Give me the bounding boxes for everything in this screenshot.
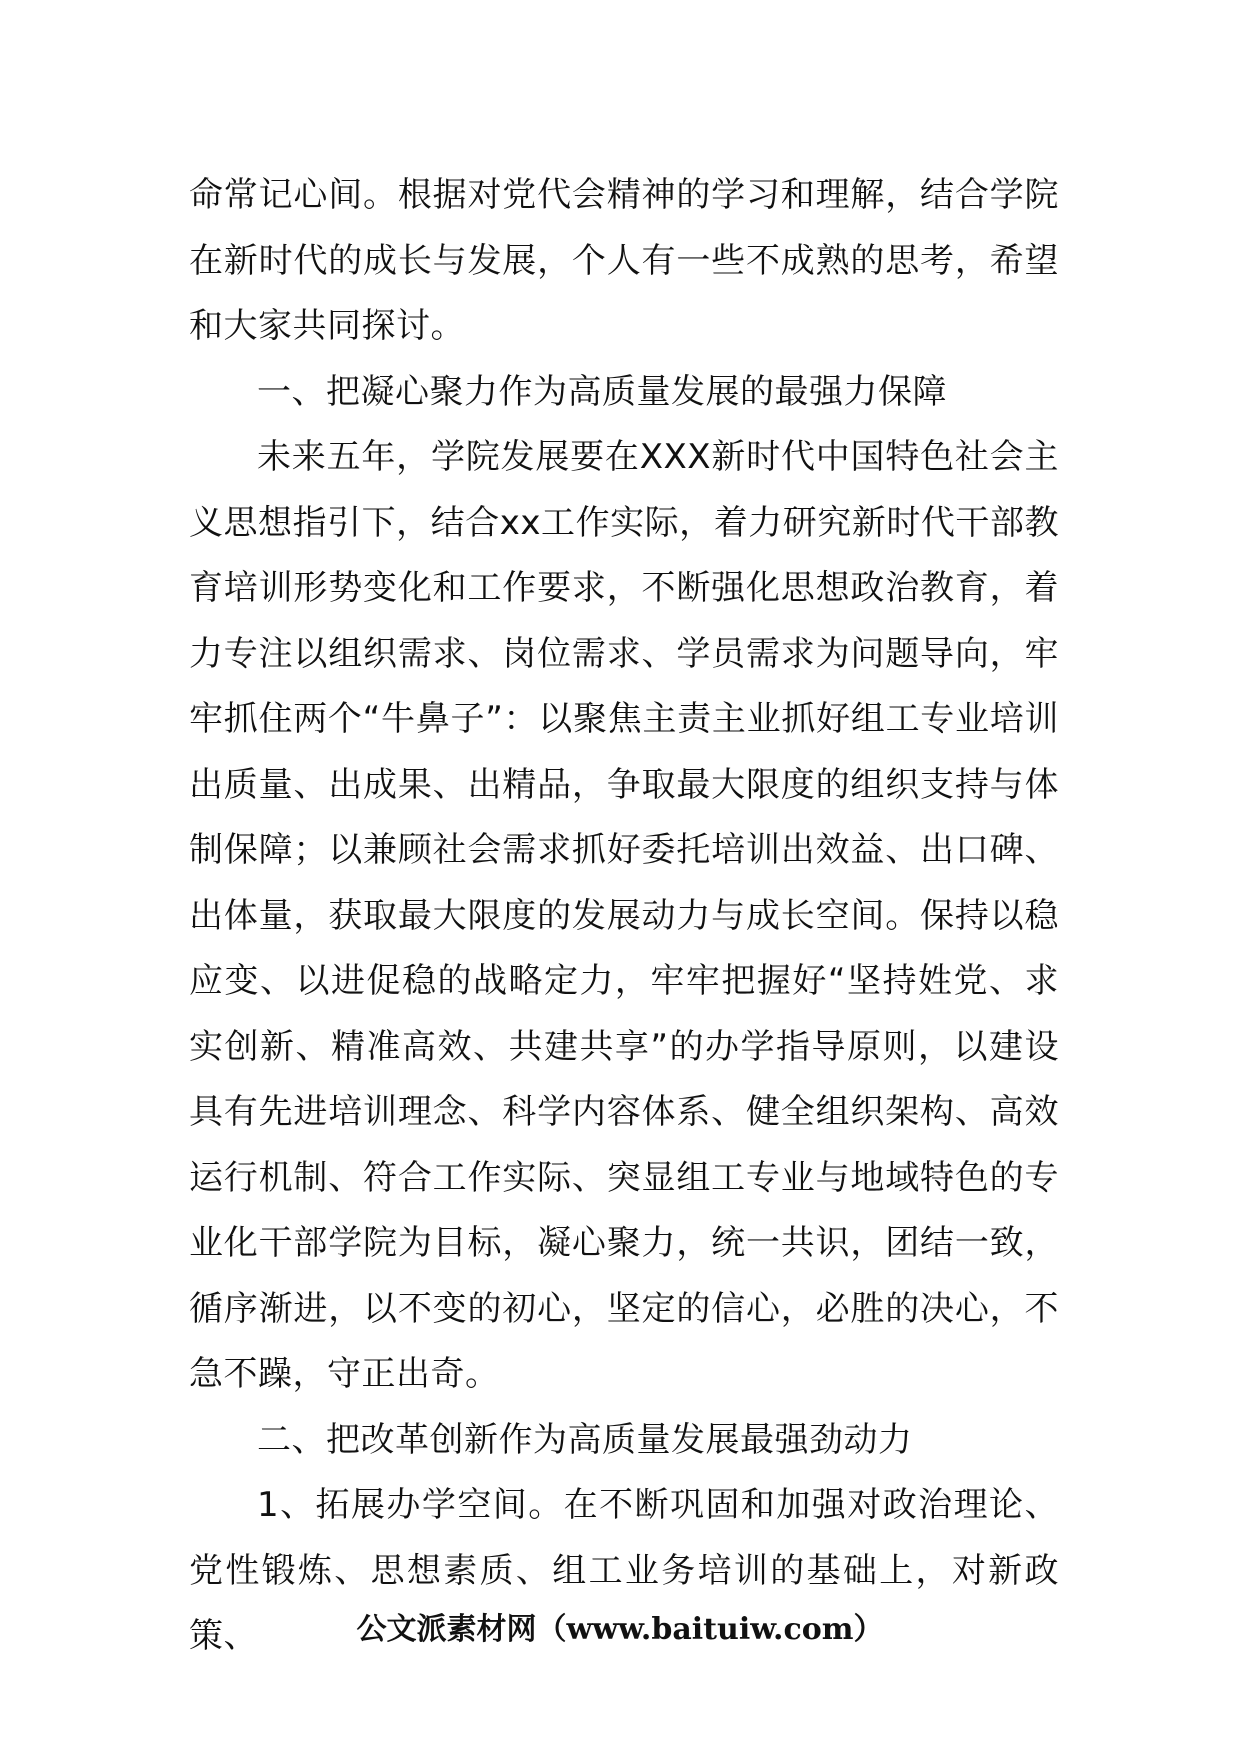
paragraph-section-2-item-1: 1、拓展办学空间。在不断巩固和加强对政治理论、党性锻炼、思想素质、组工业务培训的基础上，对新政策、 — [189, 1485, 1059, 1656]
footer-watermark: 公文派素材网（www.baituiw.com） — [356, 1612, 884, 1647]
paragraph-section-1: 未来五年，学院发展要在XXX新时代中国特色社会主义思想指引下，结合xx工作实际，着力研究新时代干部教育培训形势变化和工作要求，不断强化思想政治教育，着力专注以组织需求、岗位需求、学员需求为问题导向，牢牢抓住两个“牛鼻子”：以聚焦主责主业抓好组工专业培训出质量、出成果、出精品，争取最大限度的组织支持与体制保障；以兼顾社会需求抓好委托培训出效益、出口碑、出体量，获取最大限度的发展动力与成长空间。保持以稳应变、以进促稳的战略定力，牢牢把握好“坚持姓党、求实创新、精准高效、共建共享”的办学指导原则，以建设具有先进培训理念、科学内容体系、健全组织架构、高效运行机制、符合工作实际、突显组工专业与地域特色的专业化干部学院为目标，凝心聚力，统一共识，团结一致，循序渐进，以不变的初心，坚定的信心，必胜的决心，不急不躁，守正出奇。 — [189, 437, 1059, 1394]
section-heading-1: 一、把凝心聚力作为高质量发展的最强力保障 — [257, 371, 947, 412]
paragraph-intro-continuation: 命常记心间。根据对党代会精神的学习和理解，结合学院在新时代的成长与发展，个人有一些不成熟的思考，希望和大家共同探讨。 — [189, 175, 1059, 346]
document-body — [189, 163, 1059, 1670]
section-heading-2: 二、把改革创新作为高质量发展最强劲动力 — [257, 1419, 913, 1460]
